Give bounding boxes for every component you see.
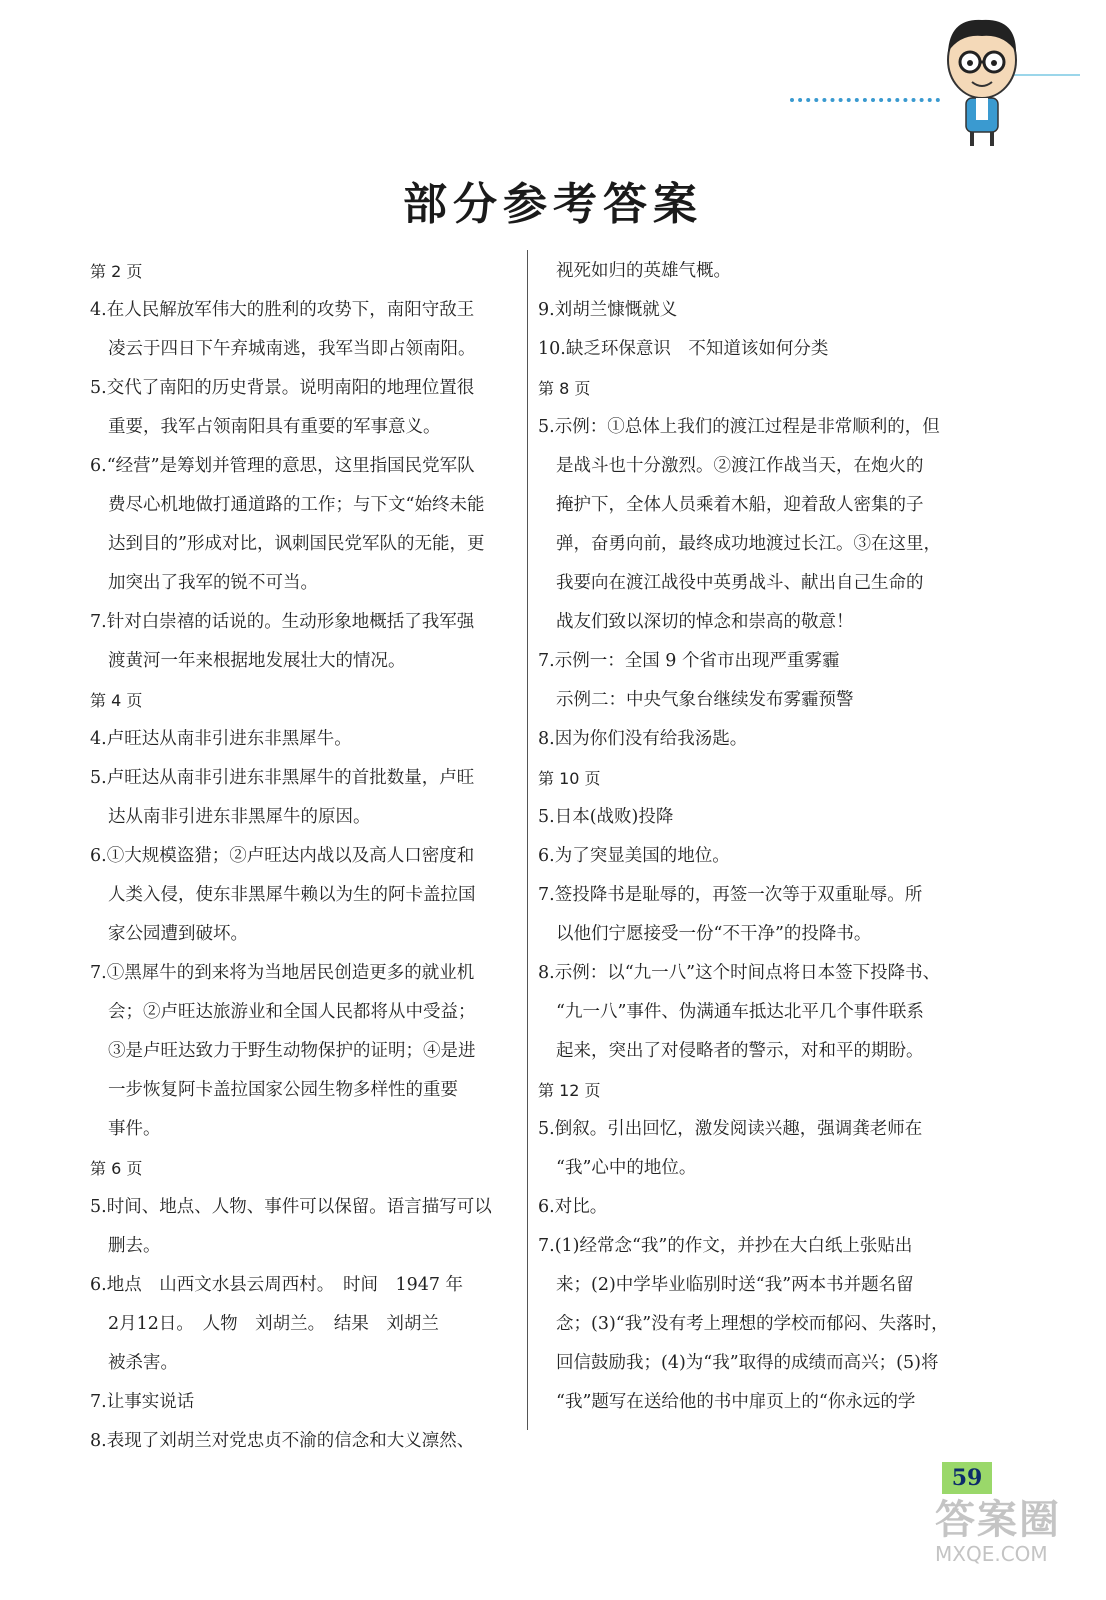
page-number: 59 [942, 1462, 992, 1494]
answer-line: 9.刘胡兰慷慨就义 [538, 300, 678, 320]
answer-line: ③是卢旺达致力于野生动物保护的证明；④是进 [108, 1041, 476, 1061]
answer-line: 10.缺乏环保意识 不知道该如何分类 [538, 339, 829, 359]
answer-line: 8.示例：以“九一八”这个时间点将日本签下投降书、 [538, 963, 941, 983]
answer-line: 战友们致以深切的悼念和崇高的敬意！ [556, 612, 854, 632]
answer-item [538, 1188, 970, 1227]
answer-line: 5.倒叙。引出回忆，激发阅读兴趣，强调龚老师在 [538, 1119, 923, 1139]
answer-line: 5.交代了南阳的历史背景。说明南阳的地理位置很 [90, 378, 475, 398]
answer-line: 费尽心机地做打通道路的工作；与下文“始终未能 [108, 495, 485, 515]
answer-item [90, 1266, 522, 1383]
answer-line: 弹，奋勇向前，最终成功地渡过长江。③在这里， [556, 534, 941, 554]
answer-line: 念；(3)“我”没有考上理想的学校而郁闷、失落时， [556, 1314, 949, 1334]
answer-line: 掩护下，全体人员乘着木船，迎着敌人密集的子 [556, 495, 924, 515]
answer-line: 8.因为你们没有给我汤匙。 [538, 729, 748, 749]
answer-item [90, 1383, 522, 1422]
answer-line: 7.①黑犀牛的到来将为当地居民创造更多的就业机 [90, 963, 475, 983]
answer-item [90, 1188, 522, 1266]
answer-line: 家公园遭到破坏。 [108, 924, 248, 944]
answer-line: “九一八”事件、伪满通车抵达北平几个事件联系 [556, 1002, 924, 1022]
answer-line: 一步恢复阿卡盖拉国家公园生物多样性的重要 [108, 1080, 458, 1100]
answer-line: 是战斗也十分激烈。②渡江作战当天，在炮火的 [556, 456, 924, 476]
answer-line: 凌云于四日下午弃城南逃，我军当即占领南阳。 [108, 339, 476, 359]
answer-line: 人类入侵，使东非黑犀牛赖以为生的阿卡盖拉国 [108, 885, 476, 905]
answer-line: 2月12日。 人物 刘胡兰。 结果 刘胡兰 [108, 1314, 439, 1334]
answer-item [538, 1110, 970, 1188]
answer-item [538, 954, 970, 1071]
answer-line: 我要向在渡江战役中英勇战斗、献出自己生命的 [556, 573, 924, 593]
decorative-dotted-line [790, 98, 940, 106]
answer-item [538, 798, 970, 837]
answer-line: 来；(2)中学毕业临别时送“我”两本书并题名留 [556, 1275, 914, 1295]
answer-line: 6.①大规模盗猎；②卢旺达内战以及高人口密度和 [90, 846, 475, 866]
mascot-boy-illustration [932, 12, 1032, 152]
answer-line: “我”题写在送给他的书中扉页上的“你永远的学 [556, 1392, 916, 1412]
section-heading: 第 10 页 [538, 769, 601, 788]
answer-line: 6.“经营”是筹划并管理的意思，这里指国民党军队 [90, 456, 475, 476]
page-title: 部分参考答案 [403, 179, 703, 230]
answer-line: 7.(1)经常念“我”的作文，并抄在大白纸上张贴出 [538, 1236, 913, 1256]
answer-line: 7.让事实说话 [90, 1392, 195, 1412]
section-heading: 第 4 页 [90, 691, 143, 710]
watermark-logo [935, 1498, 1095, 1578]
answer-line: 被杀害。 [108, 1353, 178, 1373]
section-heading: 第 2 页 [90, 262, 143, 281]
answer-item [90, 369, 522, 447]
answer-line: “我”心中的地位。 [556, 1158, 697, 1178]
watermark-url: MXQE.COM [935, 1542, 1048, 1566]
answer-item [538, 837, 970, 876]
answer-continuation [538, 252, 970, 291]
answer-item [90, 447, 522, 603]
answer-line: 5.时间、地点、人物、事件可以保留。语言描写可以 [90, 1197, 492, 1217]
answer-line: 示例二：中央气象台继续发布雾霾预警 [556, 690, 854, 710]
answer-item [538, 720, 970, 759]
right-column [538, 252, 970, 1422]
answer-item [538, 642, 970, 720]
answer-item [90, 1422, 522, 1461]
answer-line: 事件。 [108, 1119, 161, 1139]
answer-item [90, 720, 522, 759]
answer-item [538, 876, 970, 954]
answer-line: 7.针对白崇禧的话说的。生动形象地概括了我军强 [90, 612, 475, 632]
answer-line: 视死如归的英雄气概。 [556, 261, 731, 281]
answer-item [90, 954, 522, 1149]
section-heading: 第 8 页 [538, 379, 591, 398]
answer-line: 回信鼓励我；(4)为“我”取得的成绩而高兴；(5)将 [556, 1353, 939, 1373]
left-column [90, 252, 522, 1461]
section-heading: 第 12 页 [538, 1081, 601, 1100]
answer-line: 达到目的”形成对比，讽刺国民党军队的无能，更 [108, 534, 485, 554]
answer-line: 渡黄河一年来根据地发展壮大的情况。 [108, 651, 406, 671]
answer-line: 加突出了我军的锐不可当。 [108, 573, 318, 593]
answer-line: 6.为了突显美国的地位。 [538, 846, 730, 866]
answer-line: 删去。 [108, 1236, 161, 1256]
answer-item [538, 291, 970, 330]
answer-line: 以他们宁愿接受一份“不干净”的投降书。 [556, 924, 872, 944]
column-divider [527, 250, 528, 1430]
answer-line: 5.示例：①总体上我们的渡江过程是非常顺利的，但 [538, 417, 940, 437]
answer-line: 起来，突出了对侵略者的警示，对和平的期盼。 [556, 1041, 924, 1061]
answer-line: 7.签投降书是耻辱的，再签一次等于双重耻辱。所 [538, 885, 923, 905]
answer-line: 6.对比。 [538, 1197, 608, 1217]
answer-line: 达从南非引进东非黑犀牛的原因。 [108, 807, 371, 827]
answer-item [538, 1227, 970, 1422]
answer-item [90, 759, 522, 837]
answer-line: 4.卢旺达从南非引进东非黑犀牛。 [90, 729, 352, 749]
watermark-text: 答案圈 [935, 1497, 1061, 1543]
answer-line: 8.表现了刘胡兰对党忠贞不渝的信念和大义凛然、 [90, 1431, 475, 1451]
section-heading: 第 6 页 [90, 1159, 143, 1178]
answer-line: 5.日本(战败)投降 [538, 807, 674, 827]
answer-item [538, 330, 970, 369]
answer-line: 7.示例一：全国 9 个省市出现严重雾霾 [538, 651, 840, 671]
answer-item [538, 408, 970, 642]
answer-item [90, 603, 522, 681]
answer-line: 4.在人民解放军伟大的胜利的攻势下，南阳守敌王 [90, 300, 475, 320]
answer-item [90, 837, 522, 954]
answer-line: 6.地点 山西文水县云周西村。 时间 1947 年 [90, 1275, 464, 1295]
answer-line: 重要，我军占领南阳具有重要的军事意义。 [108, 417, 441, 437]
answer-line: 会；②卢旺达旅游业和全国人民都将从中受益； [108, 1002, 476, 1022]
answer-line: 5.卢旺达从南非引进东非黑犀牛的首批数量，卢旺 [90, 768, 475, 788]
answer-item [90, 291, 522, 369]
